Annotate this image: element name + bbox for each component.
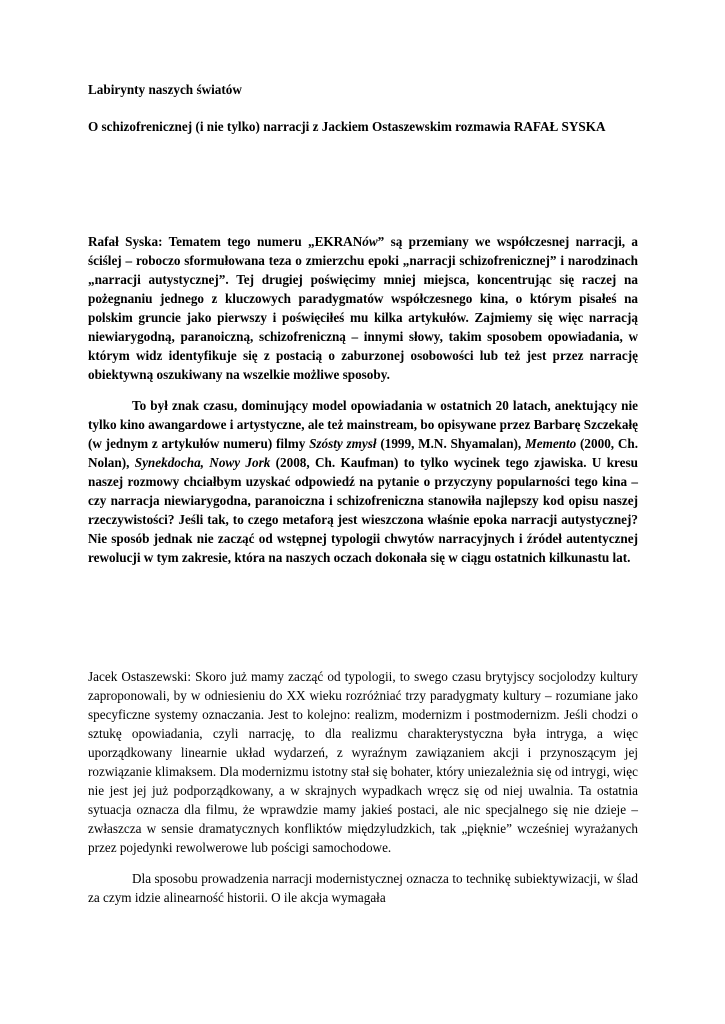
question-paragraph-1 [88, 232, 638, 384]
film-title: Memento [524, 436, 577, 451]
interviewer-question [88, 232, 638, 567]
question-text: To był znak czasu, dominujący model opowiadania w ostatnich 20 latach, anektujący nie tylko kino awangardowe i artystyczne, ale też mainstream, bo opisywane przez Barbarę Szczekałę (w jednym z artykułów numeru) filmy [88, 398, 638, 451]
answer-paragraph-2: Dla sposobu prowadzenia narracji modernistycznej oznacza to technikę subiektywizacji, w ślad za czym idzie alinearność historii. O ile akcja wymagała [88, 871, 638, 905]
answer-paragraph-1: Jacek Ostaszewski: Skoro już mamy zacząć od typologii, to swego czasu brytyjscy socjolodzy kultury zaproponowali, by w odniesieniu do XX wieku rozróżniać trzy paradygmaty kultury – rozumiane jako specyficzne systemy oznaczania. Jest to kolejno: realizm, modernizm i postmodernizm. Jeśli chodzi o sztukę opowiadania, czyli narrację, to dla realizmu charakterystyczna była intryga, a więc uporządkowany linearnie układ wydarzeń, z wyraźnym zawiązaniem akcji i przynoszącym jej rozwiązanie klimaksem. Dla modernizmu istotny stał się bohater, który uniezależnia się od intrygi, więc nie jest jej już podporządkowany, a w skrajnych wypadkach wręcz się od niej uwalnia. Ta ostatnia sytuacja oznacza dla filmu, że wprawdzie mamy jakieś postaci, ale nic specjalnego się nie dzieje – zwłaszcza w sensie dramatycznych konfliktów międzyludzkich, tak „pięknie” wcześniej wyrażanych przez pojedynki rewolwerowe lub pościgi samochodowe. [88, 669, 638, 855]
film-title: Szósty zmysł [309, 436, 377, 451]
question-text: (2000, Ch. Nolan), [88, 436, 639, 470]
question-text: (1999, M.N. Shyamalan), [376, 436, 525, 451]
question-paragraph-2 [88, 396, 638, 567]
question-text: Rafał Syska: Tematem tego numeru „EKRAN [88, 234, 363, 249]
magazine-suffix: ów [362, 234, 378, 249]
question-text: (2008, Ch. Kaufman) to tylko wycinek tego zjawiska. U kresu naszej rozmowy chciałbym uzyskać odpowiedź na pytanie o przyczyny popularności tego kina – czy narracja niewiarygodna, paranoiczna i schizofreniczna stanowiła najlepszy kod opisu naszej rzeczywistości? Jeśli tak, to czego metaforą jest wieszczona właśnie epoka narracji autystycznej? Nie sposób jednak nie zacząć od wstępnej typologii chwytów narracyjnych i źródeł autentycznej rewolucji w tym zakresie, która na naszych oczach dokonała się w ciągu ostatnich kilkunastu lat. [88, 455, 638, 565]
article-title: Labirynty naszych światów [88, 82, 242, 97]
interviewee-answer [88, 667, 638, 907]
film-title: Synekdocha, Nowy Jork [134, 455, 271, 470]
question-text: ” są przemiany we współczesnej narracji, a ściślej – roboczo sformułowana teza o zmierzchu epoki „narracji schizofrenicznej” i narodzinach „narracji autystycznej”. Tej drugiej poświęcimy mniej miejsca, koncentrując się raczej na pożegnaniu jednego z kluczowych paradygmatów współczesnego kina, o którym pisałeś na polskim gruncie jako pierwszy i poświęciłeś mu kilka artykułów. Zajmiemy się więc narracją niewiarygodną, paranoiczną, schizofreniczną – innymi słowy, takim sposobem opowiadania, w którym widz identyfikuje się z postacią o zaburzonej osobowości lub też jest przez narrację obiektywną oszukiwany na wszelkie możliwe sposoby. [88, 234, 639, 382]
article-subtitle: O schizofrenicznej (i nie tylko) narracji z Jackiem Ostaszewskim rozmawia RAFAŁ SYSKA [88, 119, 606, 134]
